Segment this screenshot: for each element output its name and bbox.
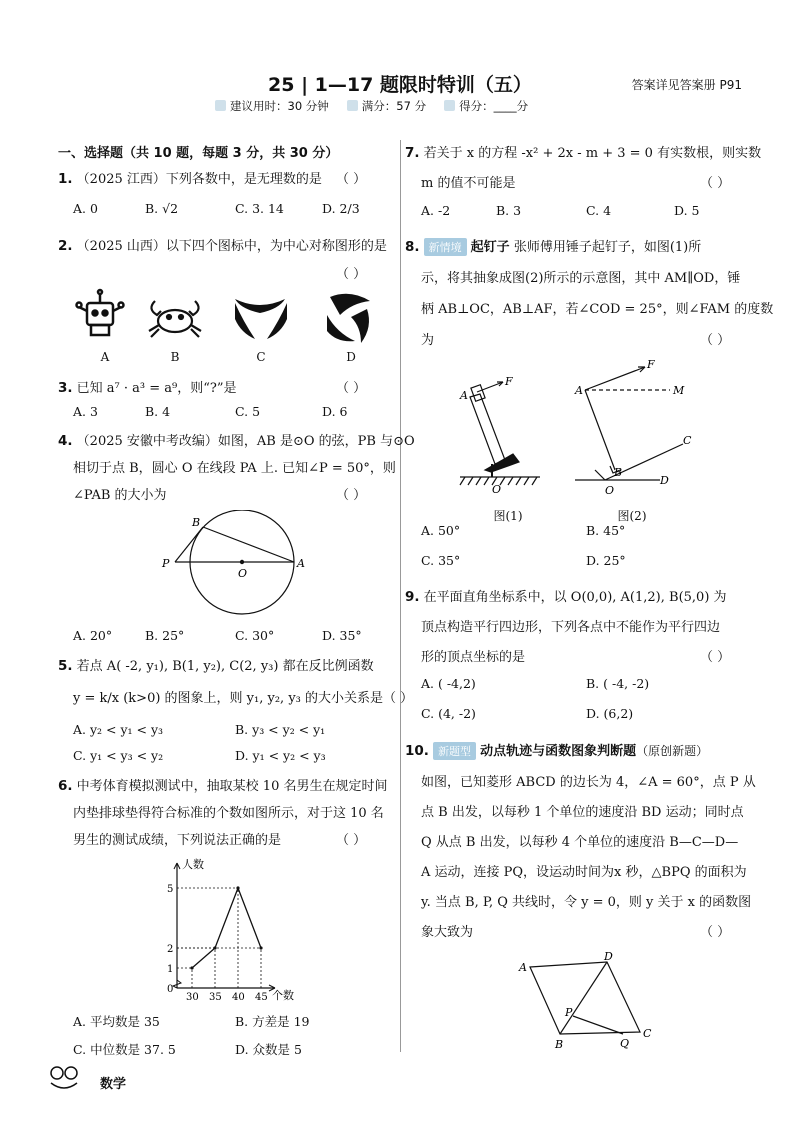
- q4-option-c[interactable]: C. 30°: [235, 628, 275, 643]
- question-10-line-1: 10. 新题型 动点轨迹与函数图象判断题（原创新题）: [405, 743, 709, 759]
- y-tick-0: 0: [167, 984, 174, 995]
- q2-label-d: D: [346, 350, 356, 364]
- q2-label-c: C: [256, 350, 266, 364]
- q9-option-a[interactable]: A. ( -4,2): [421, 676, 476, 691]
- q1-option-c[interactable]: C. 3. 14: [235, 201, 284, 216]
- figure-1-caption: 图(1): [493, 509, 523, 523]
- page-title: 25 | 1—17 题限时特训（五）: [268, 74, 532, 96]
- question-9-line-3: 形的顶点坐标的是: [421, 650, 526, 665]
- answer-blank-9[interactable]: （ ）: [700, 650, 731, 665]
- meta-bar: [215, 98, 528, 114]
- label-a: A: [297, 557, 305, 570]
- q5-option-b[interactable]: B. y₃ < y₂ < y₁: [235, 722, 326, 737]
- q4-option-d[interactable]: D. 35°: [322, 628, 362, 643]
- question-10-line-3: 点 B 出发，以每秒 1 个单位的速度沿 BD 运动；同时点: [421, 805, 744, 820]
- q1-option-d[interactable]: D. 2/3: [322, 201, 360, 216]
- segment-pb: [175, 527, 203, 562]
- suggested-time: 建议用时：30 分钟: [215, 98, 329, 114]
- q5-option-c[interactable]: C. y₁ < y₃ < y₂: [73, 748, 164, 763]
- figure-2-caption: 图(2): [617, 509, 647, 523]
- q9-option-d[interactable]: D. (6,2): [586, 706, 634, 721]
- q4-option-b[interactable]: B. 25°: [145, 628, 185, 643]
- center-o: [240, 560, 244, 564]
- clock-icon: [215, 100, 226, 111]
- question-3: 3. 已知 a⁷ · a³ = a⁹，则“?”是: [58, 380, 237, 396]
- question-5-line-2: y = k/x (k>0) 的图象上，则 y₁, y₂, y₃ 的大小关系是（ ）: [73, 691, 414, 706]
- question-2: 2. （2025 山西）以下四个图标中，为中心对称图形的是: [58, 238, 387, 254]
- answer-blank-6[interactable]: （ ）: [336, 833, 367, 848]
- q6-option-a[interactable]: A. 平均数是 35: [73, 1014, 160, 1029]
- label-p: P: [565, 1006, 573, 1019]
- data-point-40: [236, 886, 239, 889]
- x-tick-40: 40: [232, 992, 245, 1001]
- fig2-label-m: M: [673, 384, 685, 397]
- q5-option-d[interactable]: D. y₁ < y₂ < y₃: [235, 748, 326, 763]
- label-o: O: [238, 567, 248, 580]
- new-context-tag: 新情境: [424, 238, 467, 256]
- q6-option-b[interactable]: B. 方差是 19: [235, 1014, 310, 1029]
- question-4-line-3: ∠PAB 的大小为: [73, 488, 167, 503]
- q10-rhombus-figure: [515, 952, 665, 1052]
- fig1-label-o: O: [492, 483, 502, 496]
- q7-option-a[interactable]: A. -2: [421, 203, 451, 218]
- diagonal-bd: [560, 962, 607, 1034]
- fig2-label-a: A: [575, 384, 583, 397]
- q2-label-b: B: [170, 350, 180, 364]
- question-9-line-1: 9. 在平面直角坐标系中，以 O(0,0), A(1,2), B(5,0) 为: [405, 589, 727, 605]
- question-6-line-2: 内垫排球垫得符合标准的个数如图所示，对于这 10 名: [73, 806, 384, 821]
- x-axis-label: 个数: [272, 989, 294, 1001]
- q2-icons: [75, 285, 375, 360]
- question-9-line-2: 顶点构造平行四边形，下列各点中不能作为平行四边: [421, 620, 721, 635]
- robot-icon[interactable]: [77, 290, 124, 335]
- q3-option-d[interactable]: D. 6: [322, 404, 348, 419]
- q8-option-d[interactable]: D. 25°: [586, 553, 626, 568]
- label-d: D: [604, 952, 613, 963]
- answer-blank-10[interactable]: （ ）: [700, 925, 731, 940]
- question-4-line-2: 相切于点 B，圆心 O 在线段 PA 上. 已知∠P = 50°，则: [73, 461, 396, 476]
- answer-blank-2[interactable]: （ ）: [336, 267, 367, 282]
- answer-blank-7[interactable]: （ ）: [700, 176, 731, 191]
- swirl-icon[interactable]: [327, 294, 370, 343]
- q3-option-b[interactable]: B. 4: [145, 404, 171, 419]
- q4-option-a[interactable]: A. 20°: [73, 628, 113, 643]
- question-8-line-3: 柄 AB⊥OC，AB⊥AF，若∠COD = 25°，则∠FAM 的度数: [421, 302, 774, 317]
- question-10-line-6: y. 当点 B, P, Q 共线时，令 y = 0，则 y 关于 x 的函数图: [421, 895, 752, 910]
- question-10-line-2: 如图，已知菱形 ABCD 的边长为 4，∠A = 60°，点 P 从: [421, 775, 756, 790]
- rhombus-abcd: [530, 962, 640, 1034]
- question-8-line-4: 为: [421, 333, 435, 348]
- q8-option-a[interactable]: A. 50°: [421, 523, 461, 538]
- q3-option-c[interactable]: C. 5: [235, 404, 261, 419]
- pencil-icon: [444, 100, 455, 111]
- fig2-label-o: O: [605, 484, 615, 497]
- data-point-30: [190, 966, 193, 969]
- label-p: P: [162, 557, 170, 570]
- new-type-tag: 新题型: [433, 742, 476, 760]
- question-6-line-1: 6. 中考体育模拟测试中，抽取某校 10 名男生在规定时间: [58, 778, 388, 794]
- section-heading: 一、选择题（共 10 题，每题 3 分，共 30 分）: [58, 146, 339, 161]
- label-b: B: [192, 516, 201, 529]
- y-axis-label: 人数: [182, 858, 204, 871]
- q4-circle-figure: [155, 510, 315, 625]
- data-point-45: [259, 946, 262, 949]
- label-a: A: [519, 961, 527, 974]
- fig1-label-a: A: [460, 389, 468, 402]
- q8-option-c[interactable]: C. 35°: [421, 553, 461, 568]
- fig1-label-f: F: [505, 375, 513, 388]
- fig2-label-c: C: [683, 434, 692, 447]
- question-10-line-7: 象大致为: [421, 925, 474, 940]
- question-6-line-3: 男生的测试成绩，下列说法正确的是: [73, 833, 282, 848]
- figure-2-diagram: [575, 367, 683, 480]
- x-tick-45: 45: [255, 992, 268, 1001]
- column-divider: [400, 140, 401, 1052]
- q7-option-b[interactable]: B. 3: [496, 203, 522, 218]
- score-icon: [347, 100, 358, 111]
- fig2-label-d: D: [660, 474, 669, 487]
- crab-icon[interactable]: [149, 301, 201, 337]
- segment-pq: [573, 1016, 623, 1034]
- x-tick-35: 35: [209, 992, 222, 1001]
- q5-option-a[interactable]: A. y₂ < y₁ < y₃: [73, 722, 164, 737]
- question-10-line-5: A 运动，连接 PQ，设运动时间为x 秒，△BPQ 的面积为: [421, 865, 747, 880]
- q9-option-c[interactable]: C. (4, -2): [421, 706, 476, 721]
- label-c: C: [643, 1027, 652, 1040]
- fig2-label-f: F: [647, 358, 655, 371]
- q9-option-b[interactable]: B. ( -4, -2): [586, 676, 650, 691]
- q6-option-c[interactable]: C. 中位数是 37. 5: [73, 1042, 176, 1057]
- footer-subject: 数学: [100, 1077, 127, 1092]
- data-point-35: [213, 946, 216, 949]
- q8-option-b[interactable]: B. 45°: [586, 523, 626, 538]
- q1-option-a[interactable]: A. 0: [73, 201, 98, 216]
- figure-1-hammer: [460, 382, 540, 485]
- question-10-line-4: Q 从点 B 出发，以每秒 4 个单位的速度沿 B—C—D—: [421, 835, 739, 850]
- question-7-line-1: 7. 若关于 x 的方程 -x² + 2x - m + 3 = 0 有实数根，则实数: [405, 145, 762, 161]
- question-1: 1. （2025 江西）下列各数中，是无理数的是: [58, 171, 322, 187]
- question-4-line-1: 4. （2025 安徽中考改编）如图，AB 是⊙O 的弦，PB 与⊙O: [58, 433, 415, 449]
- curved-triangle-icon[interactable]: [235, 299, 287, 339]
- q6-line-chart: [160, 853, 310, 1001]
- answer-blank-8[interactable]: （ ）: [700, 333, 731, 348]
- answer-reference: 答案详见答案册 P91: [631, 78, 742, 92]
- q6-option-d[interactable]: D. 众数是 5: [235, 1042, 302, 1057]
- fig2-label-b: B: [614, 466, 623, 479]
- question-5-line-1: 5. 若点 A( -2, y₁), B(1, y₂), C(2, y₃) 都在反比例函数: [58, 658, 374, 674]
- question-7-line-2: m 的值不可能是: [421, 176, 516, 191]
- q7-option-d[interactable]: D. 5: [674, 203, 700, 218]
- y-tick-2: 2: [167, 944, 174, 955]
- question-8-line-2: 示，将其抽象成图(2)所示的示意图，其中 AM∥OD，锤: [421, 271, 741, 286]
- label-q: Q: [620, 1037, 630, 1050]
- q1-option-b[interactable]: B. √2: [145, 201, 179, 216]
- y-tick-5: 5: [167, 884, 174, 895]
- x-tick-30: 30: [186, 992, 199, 1001]
- label-b: B: [555, 1038, 564, 1051]
- question-8-line-1: 8. 新情境 起钉子 张师傅用锤子起钉子，如图(1)所: [405, 239, 702, 255]
- full-score: 满分：57 分: [347, 98, 426, 114]
- score-field[interactable]: 得分：____分: [444, 98, 528, 114]
- q3-option-a[interactable]: A. 3: [73, 404, 98, 419]
- mascot-logo: [45, 1063, 85, 1093]
- answer-blank-3[interactable]: （ ）: [336, 381, 367, 396]
- y-tick-1: 1: [167, 964, 174, 975]
- segment-ab: [203, 527, 294, 562]
- q8-hammer-figures: [455, 352, 705, 497]
- series-line: [192, 888, 261, 968]
- answer-blank-4[interactable]: （ ）: [336, 488, 367, 503]
- q2-label-a: A: [100, 350, 110, 364]
- q7-option-c[interactable]: C. 4: [586, 203, 612, 218]
- answer-blank-1[interactable]: （ ）: [336, 172, 367, 187]
